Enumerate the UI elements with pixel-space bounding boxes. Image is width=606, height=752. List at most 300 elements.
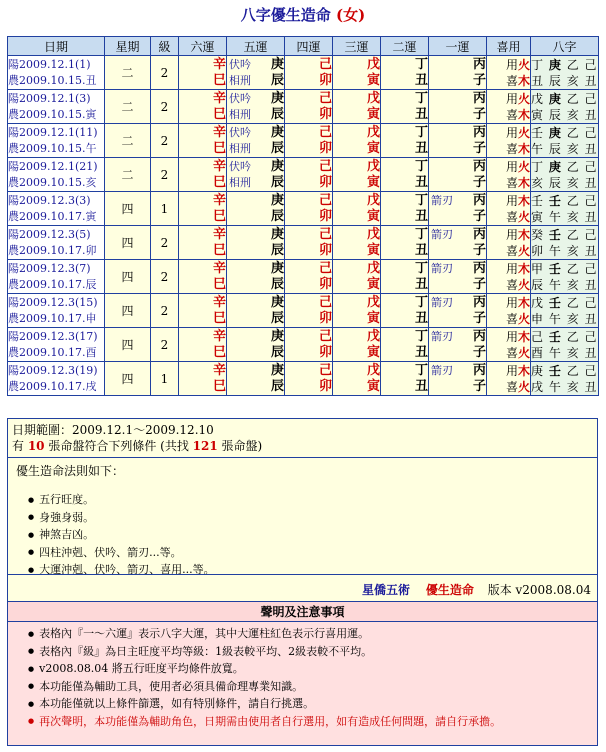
luck-6-cell: [179, 192, 227, 226]
luck-5-cell: [227, 362, 285, 396]
luck-6-cell: [179, 226, 227, 260]
warning-item: ● 再次聲明，本功能僅為輔助角色，日期需由使用者自行選用，如有造成任何問題，請自行承擔。: [28, 713, 597, 731]
luck-tag: 箭刃: [431, 261, 453, 275]
luck-branch: 巳: [212, 72, 226, 88]
grade-cell: [151, 158, 179, 192]
favor-label: 用: [505, 363, 518, 378]
luck-stem: 辛: [212, 90, 226, 106]
bazi-branch: 申: [531, 311, 545, 326]
luck-tag: 相刑: [229, 107, 251, 121]
luck-branch: 卯: [318, 174, 332, 190]
luck-1-cell: [429, 362, 487, 396]
bazi-stem: 乙: [566, 193, 580, 208]
luck-1-cell: [429, 226, 487, 260]
favor-element: 火: [517, 91, 530, 106]
bazi-stem: 乙: [566, 363, 580, 378]
grade-cell: [151, 124, 179, 158]
bazi-stem: 己: [584, 91, 598, 106]
weekday-cell: [105, 226, 151, 260]
favor-label: 喜: [505, 345, 518, 360]
bazi-stem: 庚: [548, 125, 562, 140]
luck-4-cell: [285, 124, 333, 158]
col-header-date: 日期: [8, 37, 105, 56]
notice-list: [8, 622, 597, 730]
luck-6-cell: [179, 328, 227, 362]
luck-3-cell: [333, 294, 381, 328]
bazi-branch: 丑: [584, 107, 598, 122]
bazi-branch: 亥: [566, 243, 580, 258]
luck-stem: 辛: [212, 362, 226, 378]
bazi-branch: 卯: [531, 243, 545, 258]
weekday-cell: [105, 328, 151, 362]
luck-2-cell: [381, 158, 429, 192]
date-cell: [8, 260, 105, 294]
grade-value: 2: [160, 337, 169, 352]
luck-branch: 子: [472, 242, 486, 258]
luck-stem: 丙: [472, 90, 486, 106]
favor-label: 用: [505, 295, 518, 310]
bazi-stem: 乙: [566, 227, 580, 242]
solar-date: 陽2009.12.3(7): [8, 261, 91, 275]
bazi-branch: 辰: [548, 175, 562, 190]
bazi-cell: [531, 56, 599, 90]
table-row[interactable]: [8, 90, 599, 124]
bazi-stem: 己: [584, 193, 598, 208]
table-row[interactable]: [8, 328, 599, 362]
bazi-branch: 午: [531, 141, 545, 156]
luck-1-cell: [429, 192, 487, 226]
luck-branch: 辰: [270, 378, 284, 394]
bazi-branch: 亥: [566, 107, 580, 122]
luck-branch: 寅: [366, 242, 380, 258]
luck-3-cell: [333, 56, 381, 90]
luck-stem: 丙: [472, 124, 486, 140]
lunar-date: 農2009.10.17.辰: [8, 277, 97, 291]
luck-stem: 己: [318, 158, 332, 174]
luck-branch: 辰: [270, 276, 284, 292]
luck-stem: 己: [318, 362, 332, 378]
luck-branch: 丑: [414, 72, 428, 88]
luck-stem: 戊: [366, 124, 380, 140]
luck-stem: 己: [318, 192, 332, 208]
luck-stem: 丁: [414, 328, 428, 344]
favor-element: 火: [517, 209, 530, 224]
favor-element: 木: [517, 261, 530, 276]
favorable-cell: [487, 124, 531, 158]
col-header-luck-1: 一運: [429, 37, 487, 56]
luck-branch: 巳: [212, 174, 226, 190]
luck-4-cell: [285, 158, 333, 192]
bazi-branch: 亥: [566, 73, 580, 88]
date-cell: [8, 56, 105, 90]
luck-tag: 伏吟: [229, 125, 251, 139]
bazi-branch: 辰: [548, 73, 562, 88]
brand-link[interactable]: 星僑五術: [362, 583, 411, 597]
favorable-cell: [487, 260, 531, 294]
bazi-stem: 壬: [531, 193, 545, 208]
bazi-branch: 寅: [531, 209, 545, 224]
bazi-stem: 己: [584, 329, 598, 344]
favor-element: 木: [517, 175, 530, 190]
luck-branch: 巳: [212, 344, 226, 360]
count-suffix: 張命盤): [217, 439, 263, 453]
bazi-stem: 己: [584, 57, 598, 72]
luck-2-cell: [381, 226, 429, 260]
bazi-branch: 亥: [566, 175, 580, 190]
luck-6-cell: [179, 56, 227, 90]
grade-cell: [151, 260, 179, 294]
lunar-date: 農2009.10.17.卯: [8, 243, 97, 257]
table-row[interactable]: [8, 362, 599, 396]
date-cell: [8, 362, 105, 396]
luck-branch: 寅: [366, 276, 380, 292]
luck-branch: 卯: [318, 140, 332, 156]
luck-branch: 寅: [366, 106, 380, 122]
luck-branch: 丑: [414, 174, 428, 190]
list-item: ● 五行旺度。: [28, 491, 215, 509]
luck-2-cell: [381, 56, 429, 90]
luck-1-cell: [429, 158, 487, 192]
bazi-cell: [531, 192, 599, 226]
rules-list: [28, 491, 215, 579]
luck-branch: 辰: [270, 208, 284, 224]
bazi-stem: 甲: [531, 261, 545, 276]
luck-stem: 戊: [366, 192, 380, 208]
weekday-cell: [105, 158, 151, 192]
weekday-value: 二: [121, 66, 134, 80]
grade-value: 1: [160, 371, 169, 386]
solar-date: 陽2009.12.1(11): [8, 125, 98, 139]
bazi-stem: 乙: [566, 159, 580, 174]
luck-stem: 己: [318, 328, 332, 344]
luck-2-cell: [381, 362, 429, 396]
luck-branch: 子: [472, 344, 486, 360]
weekday-value: 四: [121, 202, 134, 216]
bazi-stem: 庚: [531, 363, 545, 378]
luck-branch: 辰: [270, 344, 284, 360]
luck-stem: 辛: [212, 158, 226, 174]
luck-tag: 伏吟: [229, 159, 251, 173]
bazi-branch: 酉: [531, 345, 545, 360]
bazi-branch: 丑: [584, 141, 598, 156]
list-item: ● 本功能僅就以上條件篩選，如有特別條件，請自行挑選。: [28, 695, 597, 713]
bazi-cell: [531, 328, 599, 362]
solar-date: 陽2009.12.3(5): [8, 227, 91, 241]
luck-tag: 箭刃: [431, 193, 453, 207]
bazi-branch: 戌: [531, 379, 545, 394]
bazi-branch: 亥: [566, 379, 580, 394]
grade-value: 2: [160, 133, 169, 148]
luck-branch: 子: [472, 72, 486, 88]
bazi-branch: 辰: [531, 277, 545, 292]
bazi-branch: 午: [548, 311, 562, 326]
bazi-branch: 亥: [566, 209, 580, 224]
count-match: 10: [27, 439, 45, 453]
bazi-cell: [531, 294, 599, 328]
luck-stem: 庚: [270, 124, 284, 140]
luck-stem: 戊: [366, 56, 380, 72]
version-text: 版本 v2008.08.04: [487, 583, 591, 597]
solar-date: 陽2009.12.1(3): [8, 91, 91, 105]
list-item: ● 表格內『級』為日主旺度平均等級：1級表較平均、2級表較不平均。: [28, 643, 597, 661]
weekday-value: 四: [121, 270, 134, 284]
luck-6-cell: [179, 260, 227, 294]
col-header-luck-3: 三運: [333, 37, 381, 56]
luck-stem: 丙: [472, 362, 486, 378]
favor-element: 木: [517, 193, 530, 208]
rules-title: 優生造命法則如下：: [16, 464, 125, 478]
table-row[interactable]: [8, 260, 599, 294]
weekday-cell: [105, 56, 151, 90]
favorable-cell: [487, 90, 531, 124]
luck-branch: 辰: [270, 174, 284, 190]
bazi-stem: 乙: [566, 261, 580, 276]
weekday-cell: [105, 260, 151, 294]
weekday-value: 四: [121, 372, 134, 386]
bazi-stem: 壬: [548, 363, 562, 378]
info-panel: [7, 418, 598, 602]
list-item: ● 大運沖剋、伏吟、箭刃、喜用...等。: [28, 561, 215, 579]
luck-branch: 寅: [366, 72, 380, 88]
bazi-stem: 己: [584, 363, 598, 378]
table-header-row: [8, 37, 599, 56]
divider: [8, 457, 597, 458]
luck-branch: 寅: [366, 344, 380, 360]
bazi-cell: [531, 158, 599, 192]
favor-label: 喜: [505, 277, 518, 292]
luck-tag: 伏吟: [229, 91, 251, 105]
luck-tag: 箭刃: [431, 363, 453, 377]
weekday-cell: [105, 192, 151, 226]
luck-branch: 巳: [212, 140, 226, 156]
table-row[interactable]: [8, 192, 599, 226]
luck-3-cell: [333, 192, 381, 226]
bazi-cell: [531, 90, 599, 124]
grade-cell: [151, 90, 179, 124]
favor-element: 木: [517, 141, 530, 156]
luck-branch: 巳: [212, 310, 226, 326]
bazi-stem: 丁: [531, 57, 545, 72]
luck-tag: 箭刃: [431, 329, 453, 343]
bazi-branch: 午: [548, 243, 562, 258]
luck-branch: 寅: [366, 378, 380, 394]
luck-5-cell: [227, 328, 285, 362]
luck-3-cell: [333, 90, 381, 124]
luck-stem: 戊: [366, 226, 380, 242]
favorable-cell: [487, 158, 531, 192]
bazi-branch: 丑: [584, 243, 598, 258]
luck-stem: 庚: [270, 226, 284, 242]
luck-1-cell: [429, 260, 487, 294]
luck-branch: 辰: [270, 72, 284, 88]
favor-element: 火: [517, 311, 530, 326]
grade-value: 2: [160, 235, 169, 250]
grade-cell: [151, 362, 179, 396]
luck-5-cell: [227, 226, 285, 260]
luck-branch: 子: [472, 310, 486, 326]
bazi-cell: [531, 226, 599, 260]
favor-label: 喜: [505, 311, 518, 326]
luck-4-cell: [285, 90, 333, 124]
weekday-value: 二: [121, 168, 134, 182]
luck-stem: 丁: [414, 90, 428, 106]
luck-stem: 庚: [270, 260, 284, 276]
luck-stem: 戊: [366, 294, 380, 310]
table-row[interactable]: [8, 226, 599, 260]
luck-branch: 子: [472, 208, 486, 224]
col-header-weekday: 星期: [105, 37, 151, 56]
favor-label: 用: [505, 57, 518, 72]
bazi-stem: 癸: [531, 227, 545, 242]
solar-date: 陽2009.12.3(19): [8, 363, 98, 377]
bazi-branch: 午: [548, 209, 562, 224]
favor-label: 用: [505, 193, 518, 208]
luck-stem: 辛: [212, 192, 226, 208]
date-range: 日期範圍：2009.12.1～2009.12.10: [12, 423, 214, 437]
date-cell: [8, 124, 105, 158]
weekday-cell: [105, 362, 151, 396]
luck-6-cell: [179, 362, 227, 396]
favor-element: 木: [517, 363, 530, 378]
luck-stem: 辛: [212, 226, 226, 242]
bazi-stem: 己: [584, 159, 598, 174]
favorable-cell: [487, 226, 531, 260]
luck-branch: 巳: [212, 276, 226, 292]
favor-element: 火: [517, 277, 530, 292]
date-cell: [8, 192, 105, 226]
luck-branch: 巳: [212, 378, 226, 394]
grade-value: 2: [160, 167, 169, 182]
luck-branch: 子: [472, 140, 486, 156]
luck-2-cell: [381, 328, 429, 362]
luck-stem: 辛: [212, 56, 226, 72]
luck-6-cell: [179, 294, 227, 328]
col-header-luck-5: 五運: [227, 37, 285, 56]
bazi-stem: 壬: [548, 261, 562, 276]
favorable-cell: [487, 56, 531, 90]
favor-element: 木: [517, 107, 530, 122]
luck-stem: 丙: [472, 260, 486, 276]
weekday-cell: [105, 124, 151, 158]
luck-4-cell: [285, 260, 333, 294]
weekday-value: 四: [121, 304, 134, 318]
bazi-branch: 丑: [584, 209, 598, 224]
luck-6-cell: [179, 124, 227, 158]
favor-element: 木: [517, 329, 530, 344]
favor-element: 火: [517, 57, 530, 72]
luck-tag: 相刑: [229, 73, 251, 87]
luck-stem: 己: [318, 90, 332, 106]
luck-3-cell: [333, 328, 381, 362]
notice-title: 聲明及注意事項: [8, 602, 597, 622]
bazi-stem: 乙: [566, 57, 580, 72]
luck-stem: 丁: [414, 158, 428, 174]
table-row[interactable]: [8, 294, 599, 328]
favor-label: 用: [505, 329, 518, 344]
lunar-date: 農2009.10.15.丑: [8, 73, 97, 87]
bazi-stem: 戊: [531, 295, 545, 310]
luck-tag: 箭刃: [431, 227, 453, 241]
luck-1-cell: [429, 124, 487, 158]
solar-date: 陽2009.12.3(17): [8, 329, 98, 343]
luck-branch: 丑: [414, 344, 428, 360]
favor-label: 喜: [505, 209, 518, 224]
grade-value: 2: [160, 269, 169, 284]
weekday-value: 四: [121, 236, 134, 250]
luck-branch: 卯: [318, 378, 332, 394]
bazi-branch: 辰: [548, 107, 562, 122]
date-cell: [8, 328, 105, 362]
col-header-grade: 級: [151, 37, 179, 56]
luck-branch: 卯: [318, 276, 332, 292]
bazi-stem: 壬: [548, 329, 562, 344]
grade-value: 2: [160, 65, 169, 80]
luck-branch: 卯: [318, 72, 332, 88]
luck-stem: 庚: [270, 362, 284, 378]
favor-label: 喜: [505, 379, 518, 394]
bazi-branch: 亥: [566, 141, 580, 156]
luck-stem: 庚: [270, 328, 284, 344]
luck-5-cell: [227, 158, 285, 192]
luck-stem: 己: [318, 226, 332, 242]
luck-branch: 卯: [318, 106, 332, 122]
table-row[interactable]: [8, 158, 599, 192]
lunar-date: 農2009.10.15.寅: [8, 107, 97, 121]
luck-branch: 巳: [212, 208, 226, 224]
luck-5-cell: [227, 90, 285, 124]
luck-stem: 庚: [270, 192, 284, 208]
luck-4-cell: [285, 328, 333, 362]
bazi-branch: 丑: [584, 175, 598, 190]
col-header-bazi: 八字: [531, 37, 599, 56]
luck-6-cell: [179, 90, 227, 124]
bazi-branch: 亥: [531, 175, 545, 190]
luck-1-cell: [429, 328, 487, 362]
lunar-date: 農2009.10.17.酉: [8, 345, 97, 359]
luck-stem: 己: [318, 260, 332, 276]
lunar-date: 農2009.10.17.申: [8, 311, 97, 325]
luck-stem: 己: [318, 56, 332, 72]
luck-branch: 寅: [366, 140, 380, 156]
luck-5-cell: [227, 192, 285, 226]
luck-1-cell: [429, 90, 487, 124]
luck-5-cell: [227, 294, 285, 328]
bazi-stem: 壬: [548, 193, 562, 208]
bazi-branch: 丑: [584, 379, 598, 394]
bazi-cell: [531, 260, 599, 294]
luck-branch: 巳: [212, 106, 226, 122]
luck-stem: 丁: [414, 124, 428, 140]
date-cell: [8, 158, 105, 192]
luck-4-cell: [285, 226, 333, 260]
grade-cell: [151, 226, 179, 260]
date-cell: [8, 90, 105, 124]
table-row[interactable]: [8, 56, 599, 90]
bazi-branch: 丑: [584, 311, 598, 326]
grade-cell: [151, 294, 179, 328]
table-row[interactable]: [8, 124, 599, 158]
luck-stem: 戊: [366, 260, 380, 276]
luck-branch: 卯: [318, 242, 332, 258]
favor-element: 木: [517, 227, 530, 242]
grade-cell: [151, 192, 179, 226]
bazi-branch: 亥: [566, 277, 580, 292]
col-header-luck-6: 六運: [179, 37, 227, 56]
luck-branch: 丑: [414, 378, 428, 394]
favor-label: 喜: [505, 107, 518, 122]
luck-branch: 寅: [366, 174, 380, 190]
favor-label: 用: [505, 261, 518, 276]
